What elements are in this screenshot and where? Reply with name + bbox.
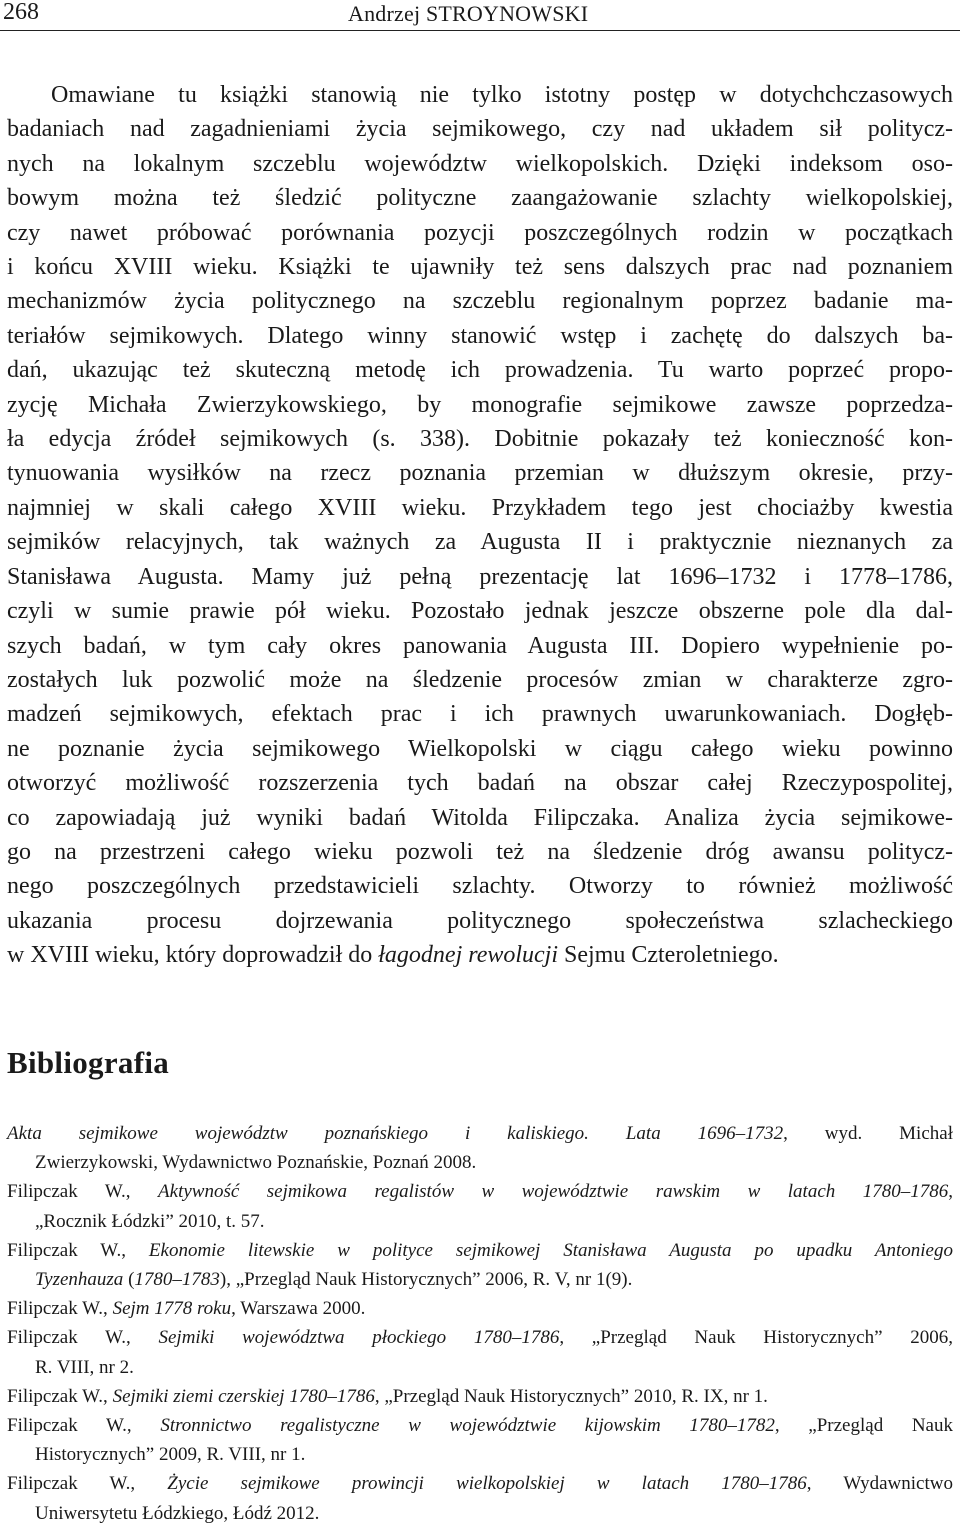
entry-text: , „Przegląd Nauk Historycznych” 2010, R. IX, nr 1. (374, 1385, 768, 1407)
paragraph-line: tynuowania wysiłków na rzecz poznania przemian w dłuższym okresie, przy- (7, 460, 953, 487)
paragraph-line: sejmików relacyjnych, tak ważnych za Augusta II i praktycznie nieznanych za (7, 529, 953, 556)
entry-text: , (948, 1181, 953, 1203)
entry-first-line (7, 1177, 953, 1206)
bibliography-entry (7, 1177, 953, 1235)
entry-continuation-line (7, 1148, 953, 1177)
entry-title-text: Tyzenhauza (35, 1269, 124, 1291)
paragraph-line: otworzyć możliwość rozszerzenia tych badań na obszar całej Rzeczypospolitej, (7, 770, 953, 797)
paragraph-line: czy nawet próbować porównania pozycji poszczególnych rodzin w początkach (7, 219, 953, 246)
paragraph-line: szych badań, w tym cały okres panowania Augusta III. Dopiero wypełnienie po- (7, 632, 953, 659)
bibliography-entry (7, 1382, 953, 1411)
paragraph-last-line (7, 938, 953, 972)
entry-text: , Warszawa 2000. (231, 1298, 366, 1320)
entry-text: Historycznych” 2009, R. VIII, nr 1. (35, 1444, 306, 1466)
paragraph-line: najmniej w skali całego XVIII wieku. Przykładem tego jest chociażby kwestia (7, 494, 953, 521)
paragraph-line: zostałych luk pozwolić może na śledzenie procesów zmian w charakterze zgro- (7, 666, 953, 693)
paragraph-line: bowym można też śledzić polityczne zaangażowanie szlachty wielkopolskiej, (7, 185, 953, 212)
entry-text: Filipczak W., (7, 1415, 161, 1437)
bibliography-entry (7, 1236, 953, 1294)
paragraph-line: teriałów sejmikowych. Dlatego winny stanowić wstęp i zachętę do dalszych ba- (7, 322, 953, 349)
entry-continuation-line (7, 1499, 953, 1528)
entry-text: Filipczak W., (7, 1327, 159, 1349)
bibliography-entry (7, 1294, 953, 1323)
body-paragraph (7, 78, 953, 973)
paragraph-line: mechanizmów życia politycznego na szczeblu regionalnym poprzez badanie ma- (7, 288, 953, 315)
entry-title-text: Akta sejmikowe województw poznańskiego i kaliskiego. Lata 1696–1732 (7, 1123, 784, 1144)
bibliography-entry (7, 1469, 953, 1527)
entry-first-line (7, 1382, 953, 1411)
paragraph-line: ła edycja źródeł sejmikowych (s. 338). Dobitnie pokazały też konieczność kon- (7, 426, 953, 453)
entry-text: Filipczak W., (7, 1239, 149, 1261)
page-header (0, 0, 960, 31)
paragraph-line: madzeń sejmikowych, efektach prac i ich prawnych uwarunkowaniach. Dogłęb- (7, 701, 953, 728)
last-line-ending: Sejmu Czteroletniego. (558, 942, 779, 969)
entry-text: , Wydawnictwo (806, 1473, 953, 1495)
entry-text: , „Przegląd Nauk Historycznych” 2006, (559, 1327, 953, 1349)
entry-continuation-line (7, 1265, 953, 1294)
entry-first-line (7, 1469, 953, 1498)
entry-title-text: 1780–1783 (134, 1269, 220, 1291)
entry-first-line (7, 1294, 953, 1323)
entry-first-line (7, 1323, 953, 1352)
paragraph-line: badaniach nad zagadnieniami życia sejmikowego, czy nad układem sił politycz- (7, 116, 953, 143)
paragraph-line: dań, ukazując też skuteczną metodę ich prowadzenia. Tu warto poprzeć propo- (7, 357, 953, 384)
paragraph-line: nego poszczególnych przedstawicieli szlachty. Otworzy to również możliwość (7, 873, 953, 900)
entry-text: ), „Przegląd Nauk Historycznych” 2006, R. V, nr 1(9). (219, 1269, 633, 1291)
bibliography-entry (7, 1323, 953, 1381)
entry-text: R. VIII, nr 2. (35, 1356, 134, 1378)
entry-title-text: Stronnictwo regalistyczne w województwie kijowskim 1780–1782 (160, 1415, 775, 1437)
paragraph-line: go na przestrzeni całego wieku pozwoli też na śledzenie dróg awansu politycz- (7, 838, 953, 865)
running-head: Andrzej STROYNOWSKI (348, 1, 589, 26)
entry-continuation-line (7, 1353, 953, 1382)
entry-first-line (7, 1236, 953, 1265)
last-line-text: w XVIII wieku, który doprowadził do (7, 942, 379, 969)
italic-phrase: łagodnej rewolucji (378, 942, 559, 969)
entry-first-line (7, 1119, 953, 1148)
entry-continuation-line (7, 1207, 953, 1236)
entry-first-line (7, 1411, 953, 1440)
bibliography-heading: Bibliografia (7, 1045, 170, 1080)
paragraph-line: Stanisława Augusta. Mamy już pełną prezentację lat 1696–1732 i 1778–1786, (7, 563, 953, 590)
entry-text: Filipczak W., (7, 1298, 113, 1320)
entry-title-text: Ekonomie litewskie w polityce sejmikowej Stanisława Augusta po upadku Antoniego (148, 1239, 953, 1261)
entry-title-text: Sejm 1778 roku (112, 1298, 232, 1320)
entry-text: ( (123, 1269, 135, 1291)
bibliography-list (7, 1119, 953, 1528)
page-number: 268 (3, 0, 39, 25)
entry-text: , wyd. Michał (783, 1123, 953, 1144)
paragraph-line: nych na lokalnym szczeblu województw wielkopolskich. Dzięki indeksom oso- (7, 150, 953, 177)
bibliography-entry (7, 1411, 953, 1469)
entry-text: Filipczak W., (7, 1473, 168, 1495)
bibliography-entry (7, 1119, 953, 1177)
entry-text: Filipczak W., (7, 1385, 113, 1407)
entry-text: , „Przegląd Nauk (774, 1415, 953, 1437)
entry-title-text: Sejmiki województwa płockiego 1780–1786 (158, 1327, 560, 1349)
entry-title-text: Życie sejmikowe prowincji wielkopolskiej w latach 1780–1786 (167, 1473, 807, 1495)
entry-text: Zwierzykowski, Wydawnictwo Poznańskie, Poznań 2008. (35, 1152, 477, 1174)
entry-title-text: Sejmiki ziemi czerskiej 1780–1786 (112, 1385, 375, 1407)
entry-title-text: Aktywność sejmikowa regalistów w województwie rawskim w latach 1780–1786 (158, 1181, 949, 1203)
entry-text: Filipczak W., (7, 1181, 159, 1203)
paragraph-line: i końcu XVIII wieku. Książki te ujawniły też sens dalszych prac nad poznaniem (7, 254, 953, 281)
entry-text: „Rocznik Łódzki” 2010, t. 57. (35, 1210, 265, 1232)
paragraph-line: ne poznanie życia sejmikowego Wielkopolski w ciągu całego wieku powinno (7, 735, 953, 762)
paragraph-line: czyli w sumie prawie pół wieku. Pozostało jednak jeszcze obszerne pole dla dal- (7, 598, 953, 625)
paragraph-line: zycję Michała Zwierzykowskiego, by monografie sejmikowe zawsze poprzedza- (7, 391, 953, 418)
paragraph-line: ukazania procesu dojrzewania politycznego społeczeństwa szlacheckiego (7, 907, 953, 934)
entry-continuation-line (7, 1440, 953, 1469)
paragraph-line: Omawiane tu książki stanowią nie tylko istotny postęp w dotychchczasowych (51, 82, 953, 108)
entry-text: Uniwersytetu Łódzkiego, Łódź 2012. (35, 1502, 320, 1524)
paragraph-line: co zapowiadają już wyniki badań Witolda Filipczaka. Analiza życia sejmikowe- (7, 804, 953, 831)
